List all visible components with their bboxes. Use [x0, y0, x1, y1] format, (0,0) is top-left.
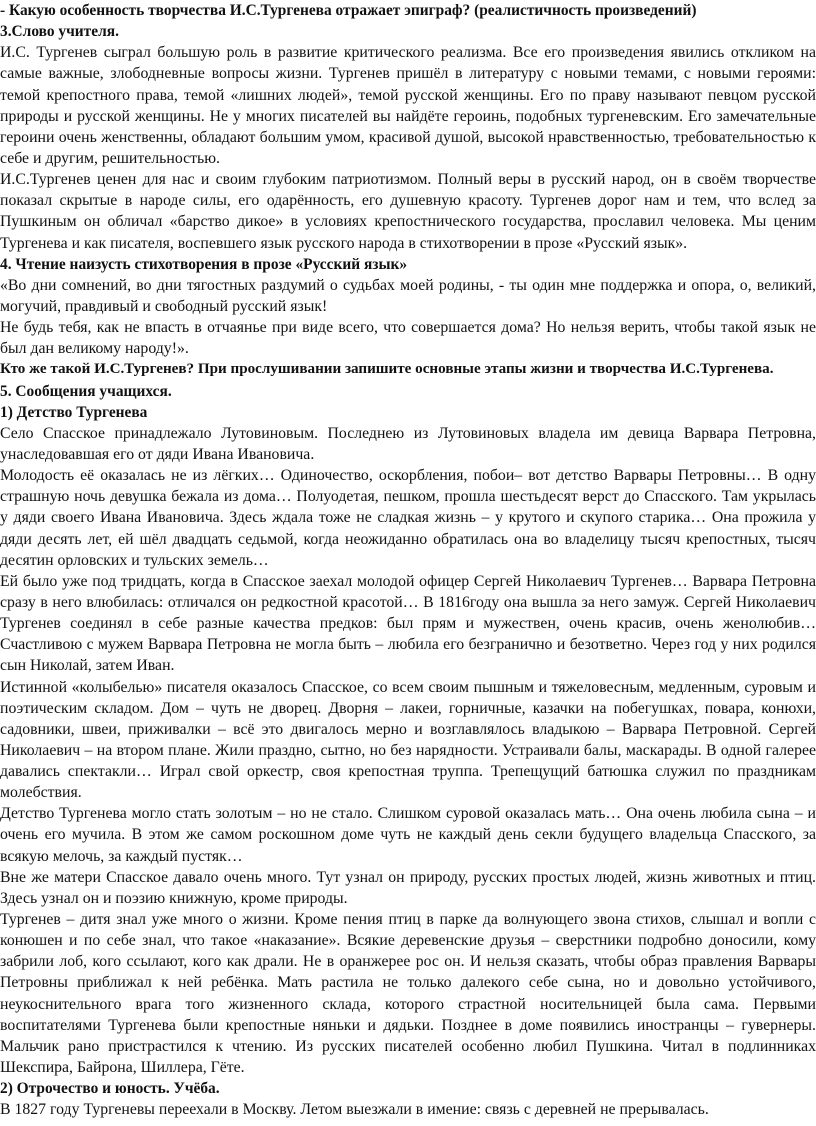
paragraph: Молодость её оказалась не из лёгких… Одиночество, оскорбления, побои– вот детство Варвары Петровны… В одну страшную ночь девушка бежала из дома… Полуодетая, пешком, прошла шестьдесят верст до Спасского. Там укрылась у дяди своего Ивана Ивановича. Здесь ждала тоже не сладкая жизнь – у крутого и скупого старика… Она прожила у дяди десять лет, ей шёл двадцать седьмой, когда неожиданно обратилась она во владелицу тысяч крепостных, тысяч десятин орловских и тульских земель… — [0, 467, 816, 569]
task-instruction: Кто же такой И.С.Тургенев? При прослушивании запишите основные этапы жизни и творчества И.С.Тургенева. — [0, 361, 774, 378]
paragraph: Истинной «колыбелью» писателя оказалось Спасское, со всем своим пышным и тяжеловесным, медленным, суровым и поэтическим складом. Дом – чуть не дворец. Дворня – лакеи, горничные, казачки на побегушках, повара, конюхи, садовники, швеи, приживалки – всё это двигалось мерно и возглавлялось владыкою – Варвара Петровной. Сергей Николаевич – на втором плане. Жили праздно, сытно, но без нарядности. Устраивали балы, маскарады. В одной галерее давались спектакли… Играл свой оркестр, своя крепостная труппа. Трепещущий батюшка служил по праздникам молебствия. — [0, 678, 816, 802]
epigraph-question: - Какую особенность творчества И.С.Тургенева отражает эпиграф? (реалистичность произведений) — [0, 2, 697, 19]
paragraph: Вне же матери Спасское давало очень много. Тут узнал он природу, русских простых людей, жизнь животных и птиц. Здесь узнал он и поэзию книжную, кроме природы. — [0, 868, 816, 907]
poem-paragraph: Не будь тебя, как не впасть в отчаянье при виде всего, что совершается дома? Но нельзя верить, чтобы такой язык не был дан великому народу!». — [0, 319, 816, 358]
paragraph: Ей было уже под тридцать, когда в Спасское заехал молодой офицер Сергей Николаевич Тургенев… Варвара Петровна сразу в него влюбилась: отличался он редкостной красотой… В 1816году она вышла за него замуж. Сергей Николаевич Тургенев соединял в себе разные качества предков: был прям и мужествен, очень красив, очень женолюбив… Счастливою с мужем Варвара Петровна не могла быть – любила его безгранично и безответно. Через год у них родился сын Николай, затем Иван. — [0, 572, 816, 675]
paragraph: И.С. Тургенев сыграл большую роль в развитие критического реализма. Все его произведения явились откликом на самые важные, злободневные вопросы жизни. Тургенев пришёл в литературу с новыми темами, с новыми героями: темой крепостного права, темой «лишних людей», темой русской женщины. Его по праву называют певцом русской природы и русской женщины. Не у многих писателей вы найдёте героинь, подобных тургеневским. Его замечательные героини очень женственны, обладают большим умом, красивой душой, высокой нравственностью, требовательностью к себе и другим, решительностью. — [0, 44, 816, 167]
paragraph: Детство Тургенева могло стать золотым – но не стало. Слишком суровой оказалась мать… Она очень любила сына – и очень его мучила. В этом же самом роскошном доме чуть не каждый день секли будущего владельца Спасского, за всякую мелочь, за каждый пустяк… — [0, 805, 816, 865]
paragraph: Тургенев – дитя знал уже много о жизни. Кроме пения птиц в парке да волнующего звона стихов, слышал и вопли с конюшен и по себе знал, что такое «наказание». Всякие деревенские друзья – сверстники подробно доносили, кому забрили лоб, кого ссылают, кого как драли. Не в оранжерее рос он. И нельзя сказать, чтобы образ правления Варвары Петровны приближал к ней ребёнка. Мать растила не только далекого себе сына, но и довольно устойчивого, неукоснительного врага того жизненного склада, которого страстной носительницей была сама. Первыми воспитателями Тургенева были крепостные няньки и дядьки. Позднее в доме появились иностранцы – гувернеры. Мальчик рано пристрастился к чтению. Из русских писателей особенно любил Пушкина. Читал в подлинниках Шекспира, Байрона, Шиллера, Гёте. — [0, 911, 816, 1077]
paragraph: Село Спасское принадлежало Лутовиновым. Последнею из Лутовиновых владела им девица Варвара Петровна, унаследовавшая его от дяди Ивана Ивановича. — [0, 424, 816, 463]
section-heading-student-reports: 5. Сообщения учащихся. — [0, 382, 172, 400]
subheading-adolescence: 2) Отрочество и юность. Учёба. — [0, 1080, 220, 1098]
paragraph: И.С.Тургенев ценен для нас и своим глубоким патриотизмом. Полный веры в русский народ, он в своём творчестве показал скрытые в народе силы, его одарённость, его душевную красоту. Тургенев дорог нам и тем, что вслед за Пушкиным он обличал «барство дикое» в условиях крепостнического государства, прославил человека. Мы ценим Тургенева и как писателя, воспевшего язык русского народа в стихотворении в прозе «Русский язык». — [0, 171, 816, 252]
section-heading-teacher-word: 3.Слово учителя. — [0, 23, 119, 41]
poem-paragraph: «Во дни сомнений, во дни тягостных раздумий о судьбах моей родины, - ты один мне поддержка и опора, о, великий, могучий, правдивый и свободный русский язык! — [0, 276, 816, 315]
paragraph: В 1827 году Тургеневы переехали в Москву. Летом выезжали в имение: связь с деревней не прерывалась. — [0, 1101, 709, 1119]
section-heading-recitation: 4. Чтение наизусть стихотворения в прозе «Русский язык» — [0, 255, 408, 273]
subheading-childhood: 1) Детство Тургенева — [0, 403, 148, 421]
